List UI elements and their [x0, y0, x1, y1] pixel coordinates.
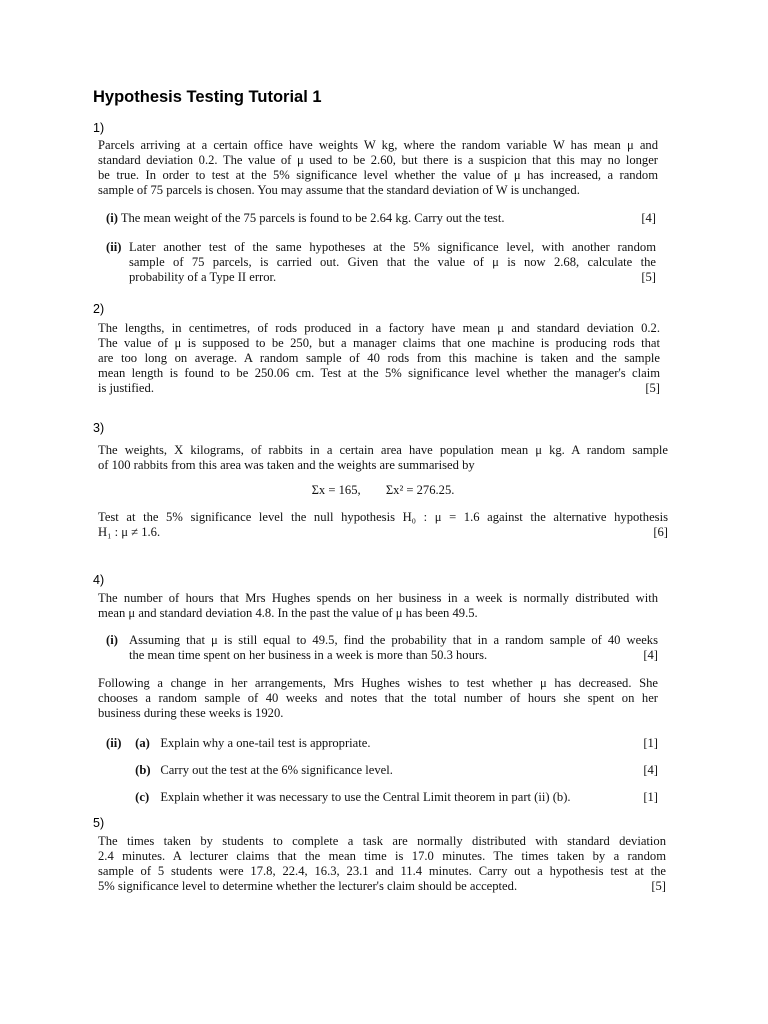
part-text: The mean weight of the 75 parcels is found to be 2.64 kg. Carry out the test.: [120, 211, 505, 225]
marks: [1]: [643, 736, 658, 750]
subpart-text: Explain why a one-tail test is appropriate.: [160, 736, 371, 750]
question-4-part-ii: [106, 736, 658, 805]
text-line: The times taken by students to complete a task are normally distributed with standard deviation: [98, 834, 666, 848]
text-line: Parcels arriving at a certain office have weights W kg, where the random variable W has mean μ and: [98, 138, 658, 152]
subpart-label: (a): [135, 736, 150, 750]
text-line: The weights, X kilograms, of rabbits in a certain area have population mean μ kg. A random sample: [98, 443, 668, 457]
question-number-4: 4): [93, 573, 105, 587]
subpart-label: (c): [135, 790, 150, 804]
question-5-body: [98, 834, 666, 894]
text-line: business during these weeks is 1920.: [98, 706, 284, 720]
part-label: (ii): [106, 736, 122, 750]
text-line: The lengths, in centimetres, of rods produced in a factory have mean μ and standard deviation 0.2.: [98, 321, 660, 335]
part-label: (i): [106, 211, 118, 225]
text-line: sample of 5 students were 17.8, 22.4, 16.3, 23.1 and 11.4 minutes. Carry out a hypothesis test at the: [98, 864, 666, 878]
text-line: is justified.: [98, 381, 154, 395]
subpart-text: Carry out the test at the 6% significance level.: [160, 763, 393, 777]
text-line: Test at the 5% significance level the null hypothesis H₀ : μ = 1.6 against the alternative hypothesis: [98, 510, 668, 524]
page-title: Hypothesis Testing Tutorial 1: [93, 88, 322, 106]
text-line: mean μ and standard deviation 4.8. In the past the value of μ has been 49.5.: [98, 606, 478, 620]
question-3-outro: [98, 510, 668, 540]
question-4-middle: [98, 676, 658, 721]
question-1-intro: [98, 138, 658, 198]
subpart-label: (b): [135, 763, 151, 777]
marks: [4]: [643, 763, 658, 777]
text-line: sample of 75 parcels is chosen. You may assume that the standard deviation of W is unchanged.: [98, 183, 580, 197]
text-line: of 100 rabbits from this area was taken and the weights are summarised by: [98, 458, 475, 472]
summary-statistics: Σx = 165, Σx² = 276.25.: [311, 483, 455, 497]
text-line: the mean time spent on her business in a week is more than 50.3 hours.: [129, 648, 488, 662]
text-line: probability of a Type II error.: [129, 270, 277, 284]
question-number-3: 3): [93, 421, 105, 435]
text-line: are too long on average. A random sample of 40 rods from this machine is taken and the sample: [98, 351, 660, 365]
marks: [1]: [643, 790, 658, 804]
text-line: standard deviation 0.2. The value of μ used to be 2.60, but there is a suspicion that this may no longer: [98, 153, 658, 167]
question-number-2: 2): [93, 302, 105, 316]
question-2-body: [98, 321, 660, 396]
text-line: Later another test of the same hypotheses at the 5% significance level, with another random: [129, 240, 656, 254]
marks: [5]: [645, 381, 660, 395]
marks: [4]: [641, 211, 656, 225]
marks: [6]: [653, 525, 668, 539]
text-line: be true. In order to test at the 5% significance level whether the value of μ has increased, a random: [98, 168, 658, 182]
text-line: H₁ : μ ≠ 1.6.: [98, 525, 161, 539]
marks: [5]: [651, 879, 666, 893]
marks: [5]: [641, 270, 656, 284]
text-line: mean length is found to be 250.06 cm. Test at the 5% significance level whether the manager's claim: [98, 366, 660, 380]
text-line: Assuming that μ is still equal to 49.5, find the probability that in a random sample of 40 weeks: [129, 633, 658, 647]
question-number-5: 5): [93, 816, 105, 830]
text-line: Following a change in her arrangements, Mrs Hughes wishes to test whether μ has decreased. She: [98, 676, 658, 690]
text-line: The value of μ is supposed to be 250, but a manager claims that one machine is producing rods that: [98, 336, 660, 350]
text-line: 2.4 minutes. A lecturer claims that the mean time is 17.0 minutes. The times taken by a random: [98, 849, 666, 863]
text-line: sample of 75 parcels, is carried out. Given that the value of μ is now 2.68, calculate the: [129, 255, 656, 269]
question-3-summary: [98, 483, 668, 498]
question-4-part-i: [106, 633, 658, 663]
question-1-part-i: [106, 211, 656, 226]
text-line: 5% significance level to determine whether the lecturer's claim should be accepted.: [98, 879, 518, 893]
part-label: (i): [106, 633, 118, 647]
text-line: chooses a random sample of 40 weeks and notes that the total number of hours she spent on her: [98, 691, 658, 705]
part-label: (ii): [106, 240, 122, 254]
subpart-text: Explain whether it was necessary to use the Central Limit theorem in part (ii) (b).: [160, 790, 571, 804]
question-3-intro: [98, 443, 668, 473]
question-1-part-ii: [106, 240, 656, 285]
marks: [4]: [643, 648, 658, 662]
question-4-intro: [98, 591, 658, 621]
text-line: The number of hours that Mrs Hughes spends on her business in a week is normally distributed with: [98, 591, 658, 605]
question-number-1: 1): [93, 121, 105, 135]
